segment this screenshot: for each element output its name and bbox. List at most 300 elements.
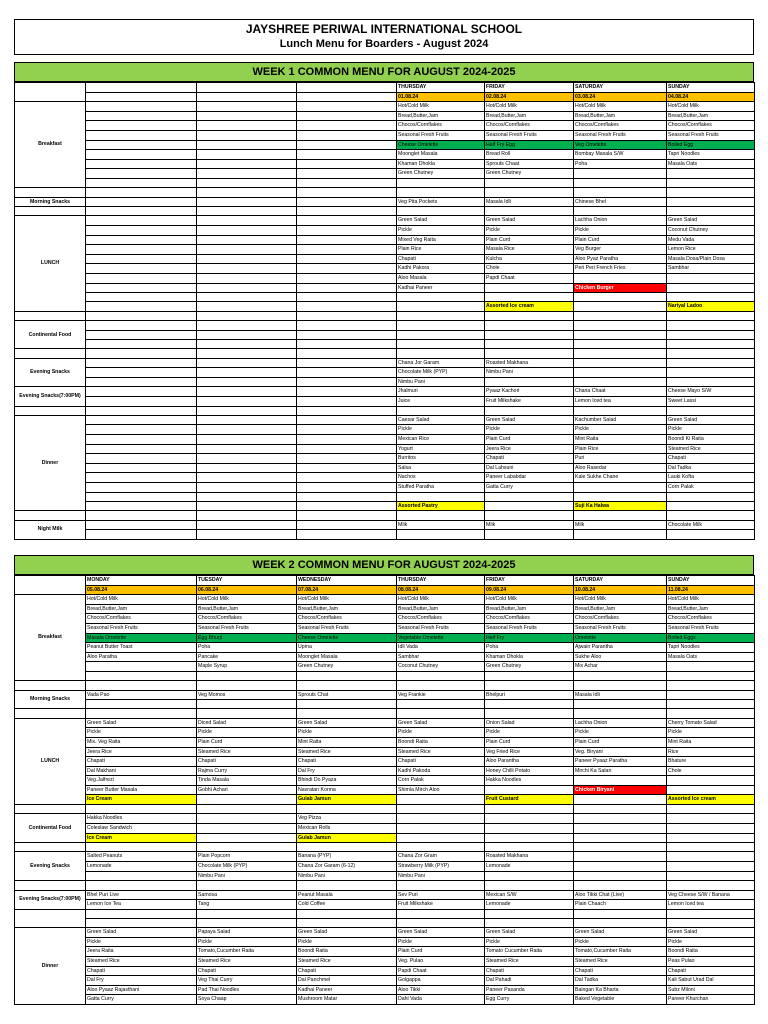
empty-cell <box>197 435 297 445</box>
menu-row <box>15 245 755 255</box>
empty-cell <box>197 130 297 140</box>
menu-item: Papaya Salad <box>197 928 297 938</box>
menu-row <box>15 530 755 539</box>
menu-item: Pickle <box>667 728 755 738</box>
menu-item: Dal Fry <box>86 976 197 986</box>
menu-item: Bombay Masala S/W <box>574 150 667 160</box>
menu-item: Nimbu Pani <box>197 871 297 881</box>
menu-item: Poha <box>485 643 574 653</box>
menu-item: Boiled Eggs <box>667 633 755 643</box>
week-2-section <box>14 555 754 1005</box>
menu-item: Dal Makhani <box>86 766 197 776</box>
menu-item: Pickle <box>86 728 197 738</box>
empty-cell <box>574 530 667 539</box>
empty-cell <box>86 264 197 274</box>
empty-cell <box>297 473 397 483</box>
menu-item: Plain Rice <box>397 245 485 255</box>
menu-item: Mexican Rice <box>397 435 485 445</box>
menu-row <box>15 709 755 718</box>
menu-item: Chana Zor Gram <box>397 852 485 862</box>
menu-item: Vegetable Omelette <box>397 633 485 643</box>
menu-item: Hot/Cold Milk <box>667 102 755 112</box>
day-date: 05.08.24 <box>86 585 197 595</box>
empty-cell <box>667 833 755 843</box>
menu-item: Chapati <box>485 454 574 464</box>
empty-cell <box>86 671 197 680</box>
empty-cell <box>485 349 574 358</box>
menu-item: Egg Bhurji <box>197 633 297 643</box>
menu-item: Pickle <box>397 226 485 236</box>
empty-cell <box>574 805 667 814</box>
empty-cell <box>197 349 297 358</box>
empty-cell <box>86 197 197 207</box>
menu-item: Ice Cream <box>86 795 197 805</box>
date-row <box>15 585 755 595</box>
empty-cell <box>485 207 574 216</box>
menu-item: Sukhe Aloo <box>574 652 667 662</box>
menu-row <box>15 140 755 150</box>
menu-item: Chocos/Cornflakes <box>485 614 574 624</box>
empty-cell <box>397 833 485 843</box>
menu-item: Rice <box>667 747 755 757</box>
menu-item: Chapati <box>197 757 297 767</box>
menu-item: Pickle <box>485 425 574 435</box>
menu-row <box>15 406 755 415</box>
menu-item: Pickle <box>485 728 574 738</box>
menu-item: Aloo Tikki <box>397 985 485 995</box>
empty-cell <box>397 909 485 918</box>
menu-item: Veg Frankie <box>397 690 485 700</box>
menu-row <box>15 928 755 938</box>
menu-row <box>15 273 755 283</box>
menu-row <box>15 501 755 511</box>
menu-item: Plain Rice <box>574 444 667 454</box>
menu-item: Veg Momos <box>197 690 297 700</box>
menu-row <box>15 197 755 207</box>
menu-item: Caesar Salad <box>397 415 485 425</box>
empty-cell <box>297 482 397 492</box>
menu-item: Ice Cream <box>86 833 197 843</box>
menu-item: Hot/Cold Milk <box>397 102 485 112</box>
menu-row <box>15 747 755 757</box>
menu-item: Green Salad <box>397 718 485 728</box>
empty-cell <box>297 387 397 397</box>
menu-item: Hot/Cold Milk <box>86 595 197 605</box>
menu-item: Lemon Ice Tea <box>86 900 197 910</box>
menu-row <box>15 919 755 928</box>
empty-cell <box>574 776 667 786</box>
day-name: TUESDAY <box>197 576 297 586</box>
empty-cell <box>397 795 485 805</box>
empty-cell <box>574 330 667 339</box>
menu-row <box>15 947 755 957</box>
menu-row <box>15 833 755 843</box>
menu-item: Chocos/Cornflakes <box>667 121 755 131</box>
empty-cell <box>197 159 297 169</box>
menu-item: Cold Coffee <box>297 900 397 910</box>
empty-cell <box>667 169 755 179</box>
menu-item: Nimbu Pani <box>485 368 574 378</box>
menu-item: Bread,Butter,Jam <box>485 604 574 614</box>
empty-cell <box>86 349 197 358</box>
menu-item: Salted Peanuts <box>86 852 197 862</box>
empty-cell <box>297 843 397 852</box>
menu-item: Paneer Pasanda <box>485 985 574 995</box>
menu-item: Poha <box>574 159 667 169</box>
menu-item: Kadhi Pakora <box>397 264 485 274</box>
menu-item: Veg Fried Rice <box>485 747 574 757</box>
menu-item: Kachumber Salad <box>574 415 667 425</box>
empty-cell <box>297 709 397 718</box>
empty-cell <box>574 843 667 852</box>
spacer-cell <box>15 709 86 718</box>
empty-cell <box>485 700 574 709</box>
menu-item: Puri <box>574 454 667 464</box>
menu-row <box>15 102 755 112</box>
empty-cell <box>86 358 197 368</box>
menu-item: Chocos/Cornflakes <box>197 614 297 624</box>
empty-cell <box>574 492 667 501</box>
menu-item: Veg Burger <box>574 245 667 255</box>
spacer-cell <box>15 843 86 852</box>
menu-item: Assorted Ice cream <box>485 302 574 312</box>
menu-item: Chole <box>667 766 755 776</box>
menu-item: Lachha Onion <box>574 216 667 226</box>
meal-category: Continental Food <box>15 814 86 843</box>
empty-cell <box>485 785 574 795</box>
menu-item: Bread,Butter,Jam <box>485 111 574 121</box>
empty-cell <box>667 339 755 348</box>
menu-item: Gatta Curry <box>485 482 574 492</box>
menu-item: Dal Tadka <box>667 463 755 473</box>
empty-cell <box>297 159 397 169</box>
day-date <box>197 92 297 102</box>
menu-item: Fruit Milkshake <box>397 900 485 910</box>
menu-item: Plain Curd <box>485 737 574 747</box>
menu-item: Chocos/Cornflakes <box>574 614 667 624</box>
menu-item: Peanut Masala <box>297 890 397 900</box>
empty-cell <box>667 492 755 501</box>
empty-cell <box>667 681 755 690</box>
week-title: WEEK 2 COMMON MENU FOR AUGUST 2024-2025 <box>14 555 754 575</box>
menu-row <box>15 957 755 967</box>
menu-item: Hot/Cold Milk <box>485 102 574 112</box>
menu-item: Chapati <box>397 254 485 264</box>
corner-cell <box>15 576 86 595</box>
day-name: THURSDAY <box>397 576 485 586</box>
empty-cell <box>667 368 755 378</box>
empty-cell <box>197 406 297 415</box>
menu-item: Paneer Butter Masala <box>86 785 197 795</box>
menu-item: Lemonade <box>485 862 574 872</box>
empty-cell <box>297 312 397 321</box>
empty-cell <box>86 406 197 415</box>
empty-cell <box>86 321 197 330</box>
menu-row <box>15 823 755 833</box>
empty-cell <box>297 377 397 387</box>
menu-item: Green Salad <box>574 928 667 938</box>
menu-item: Plain Chaach <box>574 900 667 910</box>
menu-row <box>15 150 755 160</box>
day-name: SATURDAY <box>574 83 667 93</box>
menu-row <box>15 482 755 492</box>
day-date: 08.08.24 <box>397 585 485 595</box>
menu-item: Sweet Lassi <box>667 396 755 406</box>
menu-item: Coleslaw Sandwich <box>86 823 197 833</box>
menu-row <box>15 805 755 814</box>
empty-cell <box>86 473 197 483</box>
menu-item: Bhindi Do Pyaza <box>297 776 397 786</box>
empty-cell <box>197 909 297 918</box>
menu-row <box>15 293 755 302</box>
menu-row <box>15 995 755 1005</box>
menu-row <box>15 976 755 986</box>
empty-cell <box>667 349 755 358</box>
spacer-cell <box>15 188 86 197</box>
day-name: WEDNESDAY <box>297 576 397 586</box>
menu-item: Cheese Omelette <box>297 633 397 643</box>
menu-item: Aloo Rasedar <box>574 463 667 473</box>
menu-item: Tomato Cucumber Raita <box>485 947 574 957</box>
menu-table <box>14 82 755 540</box>
menu-item: Kali Sabut Urad Dal <box>667 976 755 986</box>
menu-item: Strawberry Milk (PYP) <box>397 862 485 872</box>
menu-item: Aloo Pyaaz Rajasthani <box>86 985 197 995</box>
empty-cell <box>86 254 197 264</box>
menu-item: Lemon Iced tea <box>574 396 667 406</box>
menu-item: Hot/Cold Milk <box>574 102 667 112</box>
menu-row <box>15 264 755 274</box>
meal-category: Breakfast <box>15 595 86 681</box>
empty-cell <box>197 293 297 302</box>
menu-item: Mix. Veg Raita <box>86 737 197 747</box>
empty-cell <box>197 216 297 226</box>
menu-item: Steamed Rice <box>667 444 755 454</box>
empty-cell <box>667 709 755 718</box>
menu-item: Hakka Noodles <box>485 776 574 786</box>
empty-cell <box>197 881 297 890</box>
menu-item: Stuffed Paratha <box>397 482 485 492</box>
empty-cell <box>297 511 397 520</box>
menu-item: Vada Pao <box>86 690 197 700</box>
empty-cell <box>574 511 667 520</box>
empty-cell <box>197 501 297 511</box>
menu-row <box>15 159 755 169</box>
empty-cell <box>197 454 297 464</box>
menu-item: Poha <box>197 643 297 653</box>
menu-item: Mushroom Matar <box>297 995 397 1005</box>
day-name: MONDAY <box>86 576 197 586</box>
menu-row <box>15 396 755 406</box>
day-header-row <box>15 576 755 586</box>
empty-cell <box>197 207 297 216</box>
menu-item: Masala Oats <box>667 652 755 662</box>
menu-item: Pickle <box>86 937 197 947</box>
menu-item: Chocolate Milk (PYP) <box>397 368 485 378</box>
empty-cell <box>574 273 667 283</box>
menu-item: Green Salad <box>86 928 197 938</box>
menu-row <box>15 520 755 530</box>
empty-cell <box>86 909 197 918</box>
menu-item: Nimbu Pani <box>297 871 397 881</box>
menu-item: Lemon Rice <box>667 245 755 255</box>
empty-cell <box>667 671 755 680</box>
menu-item: Veg Pita Pockets <box>397 197 485 207</box>
empty-cell <box>574 852 667 862</box>
empty-cell <box>86 805 197 814</box>
empty-cell <box>197 235 297 245</box>
empty-cell <box>667 862 755 872</box>
empty-cell <box>197 368 297 378</box>
menu-item: Gatta Curry <box>86 995 197 1005</box>
menu-item: Banana (PYP) <box>297 852 397 862</box>
menu-item: Gulab Jamun <box>297 833 397 843</box>
menu-row <box>15 595 755 605</box>
empty-cell <box>86 377 197 387</box>
menu-item: Tapri Noodles <box>667 150 755 160</box>
empty-cell <box>485 293 574 302</box>
menu-title-box <box>14 19 754 55</box>
menu-item: Chocos/Cornflakes <box>397 614 485 624</box>
menu-item: Veg.Jalfrezi <box>86 776 197 786</box>
menu-item: Chapati <box>574 966 667 976</box>
empty-cell <box>86 415 197 425</box>
menu-item: Green Salad <box>485 415 574 425</box>
empty-cell <box>297 150 397 160</box>
day-name: THURSDAY <box>397 83 485 93</box>
spacer-cell <box>15 349 86 358</box>
menu-item: Masala Idli <box>485 197 574 207</box>
empty-cell <box>667 805 755 814</box>
empty-cell <box>86 444 197 454</box>
empty-cell <box>197 520 297 530</box>
menu-item: Chinese Bhel <box>574 197 667 207</box>
empty-cell <box>397 492 485 501</box>
empty-cell <box>197 833 297 843</box>
empty-cell <box>667 330 755 339</box>
empty-cell <box>574 339 667 348</box>
menu-item: Egg Curry <box>485 995 574 1005</box>
empty-cell <box>86 435 197 445</box>
empty-cell <box>197 473 297 483</box>
empty-cell <box>197 377 297 387</box>
menu-row <box>15 718 755 728</box>
empty-cell <box>667 312 755 321</box>
menu-item: Lemon Iced tea <box>667 900 755 910</box>
empty-cell <box>574 302 667 312</box>
empty-cell <box>485 709 574 718</box>
day-name: SATURDAY <box>574 576 667 586</box>
empty-cell <box>667 207 755 216</box>
spacer-cell <box>15 805 86 814</box>
empty-cell <box>297 520 397 530</box>
menu-item: Mint Raita <box>297 737 397 747</box>
menu-item: Green Salad <box>297 718 397 728</box>
menu-item: Chocolate Milk (PYP) <box>197 862 297 872</box>
empty-cell <box>86 169 197 179</box>
menu-item: Aloo Paratha <box>86 652 197 662</box>
menu-row <box>15 985 755 995</box>
empty-cell <box>197 140 297 150</box>
menu-item: Peanut Butter Toast <box>86 643 197 653</box>
empty-cell <box>86 463 197 473</box>
menu-item: Seasonal Fresh Fruits <box>574 623 667 633</box>
empty-cell <box>397 814 485 824</box>
menu-item: Pickle <box>197 728 297 738</box>
empty-cell <box>485 330 574 339</box>
menu-item: Fruit Milkshake <box>485 396 574 406</box>
menu-item: Seasonal Fresh Fruits <box>86 623 197 633</box>
empty-cell <box>197 358 297 368</box>
empty-cell <box>667 530 755 539</box>
menu-row <box>15 633 755 643</box>
menu-row <box>15 235 755 245</box>
menu-item: Burritos <box>397 454 485 464</box>
empty-cell <box>297 358 397 368</box>
menu-row <box>15 728 755 738</box>
menu-item: Pickle <box>574 728 667 738</box>
empty-cell <box>574 368 667 378</box>
menu-item: Green Chutney <box>485 169 574 179</box>
menu-row <box>15 339 755 348</box>
menu-item: Plain Curd <box>197 737 297 747</box>
empty-cell <box>86 130 197 140</box>
menu-item: Hot/Cold Milk <box>485 595 574 605</box>
menu-row <box>15 681 755 690</box>
empty-cell <box>86 871 197 881</box>
empty-cell <box>86 159 197 169</box>
menu-item: Papdi Chaat <box>397 966 485 976</box>
menu-item: Plain Curd <box>485 235 574 245</box>
empty-cell <box>297 406 397 415</box>
empty-cell <box>397 188 485 197</box>
empty-cell <box>485 492 574 501</box>
menu-item: Tomato,Cucumber Raita <box>197 947 297 957</box>
menu-item: Lauki Kofta <box>667 473 755 483</box>
day-name <box>297 83 397 93</box>
menu-item: Chicken Biryani <box>574 785 667 795</box>
empty-cell <box>667 321 755 330</box>
menu-item: Aloo Parantha <box>485 757 574 767</box>
week-1-section <box>14 62 754 540</box>
menu-item: Chocos/Cornflakes <box>297 614 397 624</box>
empty-cell <box>197 330 297 339</box>
menu-item: Bread,Butter,Jam <box>574 604 667 614</box>
menu-row <box>15 862 755 872</box>
menu-item: Bread,Butter,Jam <box>574 111 667 121</box>
empty-cell <box>197 321 297 330</box>
empty-cell <box>574 919 667 928</box>
empty-cell <box>86 226 197 236</box>
menu-item: Roasted Makhana <box>485 358 574 368</box>
empty-cell <box>574 188 667 197</box>
menu-row <box>15 966 755 976</box>
empty-cell <box>574 349 667 358</box>
menu-item: Bread Roll <box>485 150 574 160</box>
day-date: 09.08.24 <box>485 585 574 595</box>
menu-item: Boondi Raita <box>297 947 397 957</box>
menu-item: Nariyal Ladoo <box>667 302 755 312</box>
spacer-cell <box>15 511 86 520</box>
empty-cell <box>667 776 755 786</box>
menu-row <box>15 444 755 454</box>
empty-cell <box>574 700 667 709</box>
menu-item: Bhature <box>667 757 755 767</box>
empty-cell <box>197 492 297 501</box>
empty-cell <box>667 881 755 890</box>
menu-item: Pickle <box>485 226 574 236</box>
menu-item: Masala Rice <box>485 245 574 255</box>
